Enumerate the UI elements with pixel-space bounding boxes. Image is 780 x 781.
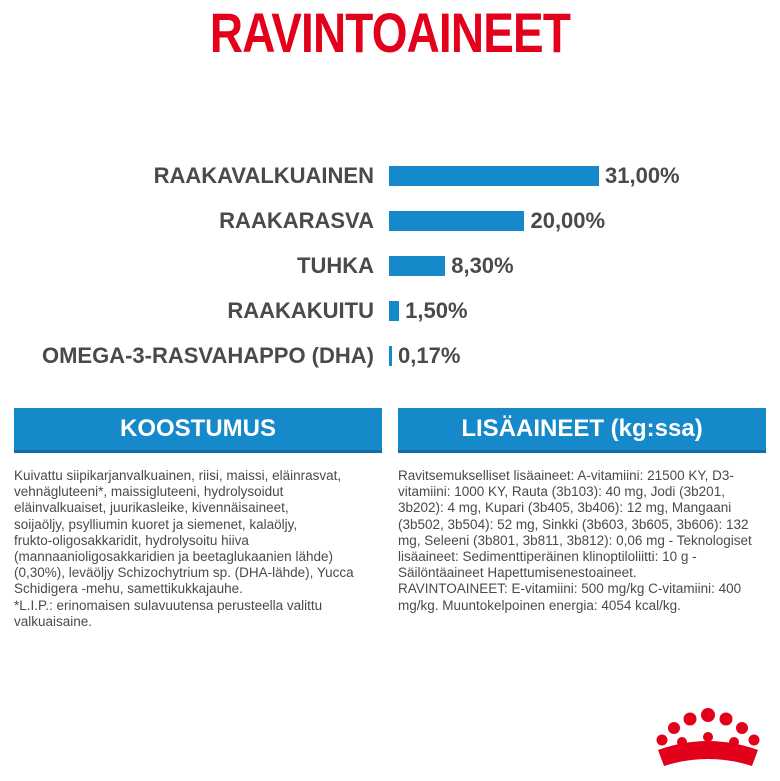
additives-text: [398, 468, 766, 614]
text-line: lisäaineet: Sedimenttiperäinen klinoptiloliitti: 10 g -: [398, 549, 697, 565]
text-line: Schidigera -mehu, samettikukkajauhe.: [14, 581, 243, 597]
bar-label: TUHKA: [297, 253, 374, 278]
text-line: (0,30%), leväöljy Schizochytrium sp. (DHA-lähde), Yucca: [14, 565, 354, 581]
bar-value-label: 8,30%: [451, 253, 514, 278]
additives-heading: LISÄAINEET (kg:ssa): [398, 408, 766, 450]
chart-row: [0, 201, 780, 241]
bar: [389, 256, 445, 276]
chart-row: [0, 156, 780, 196]
chart-row: [0, 246, 780, 286]
text-line: soijaöljy, psylliumin kuoret ja siemenet, kalaöljy,: [14, 516, 298, 532]
text-line: Kuivattu siipikarjanvalkuainen, riisi, maissi, eläinrasvat,: [14, 468, 342, 483]
text-line: mg, Seleeni (3b801, 3b811, 3b812): 0,06 mg - Teknologiset: [398, 532, 752, 548]
nutrient-bar-chart: [0, 150, 780, 380]
additives-panel: [398, 408, 766, 614]
text-line: valkuaisaine.: [14, 613, 93, 629]
bar-label: RAAKARASVA: [219, 208, 374, 233]
text-line: Säilöntäaineet Hapettumisenestoaineet.: [398, 565, 637, 581]
text-line: (3b502, 3b504): 52 mg, Sinkki (3b603, 3b605, 3b606): 132: [398, 516, 749, 532]
chart-row: [0, 336, 780, 376]
bar-label: OMEGA-3-RASVAHAPPO (DHA): [41, 343, 374, 368]
bar-value-label: 0,17%: [398, 343, 461, 368]
bar: [389, 346, 392, 366]
text-line: 3b202): 4 mg, Kupari (3b405, 3b406): 12 mg, Mangaani: [398, 500, 732, 516]
text-line: vitamiini: 1000 KY, Rauta (3b103): 40 mg, Jodi (3b201,: [398, 484, 725, 500]
composition-text: [14, 468, 382, 630]
page-title: RAVINTOAINEET: [209, 1, 571, 64]
bar: [389, 301, 399, 321]
text-line: RAVINTOAINEET: E-vitamiini: 500 mg/kg C-vitamiini: 400: [398, 581, 742, 597]
text-line: Ravitsemukselliset lisäaineet: A-vitamiini: 21500 KY, D3-: [398, 468, 734, 483]
composition-heading: KOOSTUMUS: [14, 408, 382, 450]
composition-panel: [14, 408, 382, 630]
text-line: frukto-oligosakkaridit, hydrolysoitu hiiva: [14, 532, 249, 548]
text-line: vehnägluteeni*, maissigluteeni, hydrolysoidut: [14, 484, 284, 500]
royal-canin-crown-icon: [648, 706, 768, 772]
bar-value-label: 31,00%: [605, 163, 680, 188]
text-line: mg/kg. Muuntokelpoinen energia: 4054 kcal/kg.: [398, 597, 681, 613]
bar: [389, 166, 599, 186]
bar-label: RAAKAKUITU: [227, 298, 374, 323]
text-line: (mannaanioligosakkaridien ja beetaglukaanien lähde): [14, 549, 333, 565]
chart-row: [0, 291, 780, 331]
bar: [389, 211, 524, 231]
bar-value-label: 20,00%: [530, 208, 606, 233]
bar-label: RAAKAVALKUAINEN: [153, 163, 374, 188]
text-line: eläinvalkuaiset, juurikasleike, kivennäisaineet,: [14, 500, 289, 516]
text-line: *L.I.P.: erinomaisen sulavuutensa perusteella valittu: [14, 597, 323, 613]
bar-value-label: 1,50%: [405, 298, 468, 323]
